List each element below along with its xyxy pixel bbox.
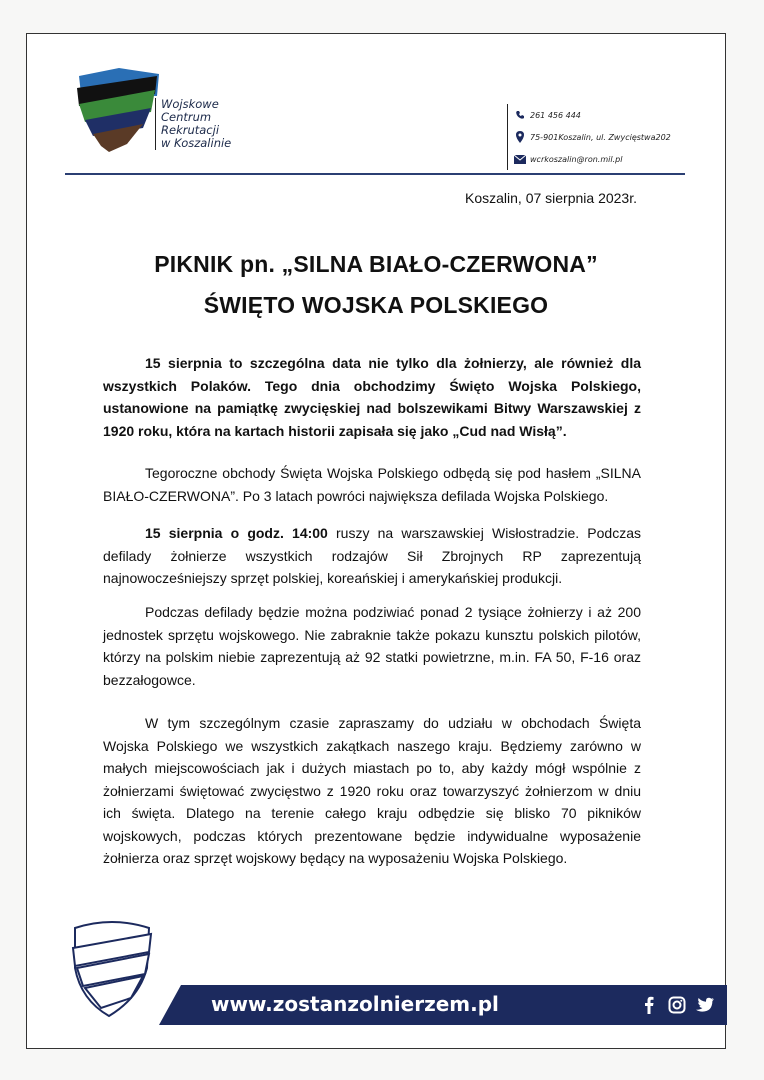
org-line: w Koszalinie [161, 136, 232, 150]
org-line: Wojskowe [161, 97, 219, 111]
envelope-icon [514, 153, 526, 165]
address-text: 75-901Koszalin, ul. Zwycięstwa202 [530, 132, 671, 142]
paragraph-2: Tegoroczne obchody Święta Wojska Polskiego odbędą się pod hasłem „SILNA BIAŁO-CZERWONA”. Po 3 latach powróci największa defilada Wojska Polskiego. [103, 465, 641, 504]
social-icons [639, 994, 715, 1016]
twitter-icon[interactable] [695, 994, 715, 1016]
document-page [26, 33, 726, 1049]
facebook-icon[interactable] [639, 994, 659, 1016]
paragraph-5: W tym szczególnym czasie zapraszamy do udziału w obchodach Święta Wojska Polskiego we wszystkich zakątkach naszego kraju. Będziemy zarówno w małych miejscowościach jak i dużych miastach po to, aby każdy mógł wspólnie z żołnierzami świętować zwycięstwo z 1920 roku oraz towarzyszyć żołnierzom w dniu ich święta. Dlatego na terenie całego kraju odbędzie się blisko 70 pikników wojskowych, podczas których prezentowane będzie indywidualne wyposażenie żołnierza oraz sprzęt wojskowy będący na wyposażeniu Wojska Polskiego. [103, 715, 641, 866]
footer-shield-icon [69, 918, 155, 1018]
paragraph-4: Podczas defilady będzie można podziwiać ponad 2 tysiące żołnierzy i aż 200 jednostek sprzętu wojskowego. Nie zabraknie także pokazu kunsztu polskich pilotów, którzy na polskim niebie zaprezentują aż 92 statki powietrzne, m.in. FA 50, F-16 oraz bezzałogowce. [103, 604, 641, 688]
footer-website-link[interactable]: www.zostanzolnierzem.pl [211, 992, 499, 1016]
paragraph-3-bold: 15 sierpnia o godz. 14:00 [145, 525, 328, 541]
contact-address [514, 126, 671, 148]
org-line: Rekrutacji [161, 123, 220, 137]
paragraph-3 [103, 522, 641, 590]
contact-phone [514, 104, 671, 126]
instagram-icon[interactable] [667, 994, 687, 1016]
paragraph-3-rest: ruszy na warszawskiej Wisłostradzie. Podczas defilady żołnierze wszystkich rodzajów Sił Zbrojnych RP zaprezentują najnowocześniejszy sprzęt polskiej, koreańskiej i amerykańskiej produkcji. [103, 525, 641, 586]
title-line-2: ŚWIĘTO WOJSKA POLSKIEGO [203, 292, 549, 318]
header-divider [65, 173, 685, 175]
wcr-logo-shield-icon [71, 66, 161, 156]
title-line-1: PIKNIK pn. „SILNA BIAŁO-CZERWONA” [154, 251, 598, 277]
location-pin-icon [514, 131, 526, 143]
organization-name [155, 98, 231, 150]
footer-bar [181, 985, 727, 1025]
document-date: Koszalin, 07 sierpnia 2023r. [465, 190, 637, 206]
email-text: wcrkoszalin@ron.mil.pl [530, 154, 623, 164]
intro-paragraph: 15 sierpnia to szczególna data nie tylko dla żołnierzy, ale również dla wszystkich Polaków. Tego dnia obchodzimy Święto Wojska Polskiego, ustanowione na pamiątkę zwycięskiej nad bolszewikami Bitwy Warszawskiej z 1920 roku, która na kartach historii zapisała się jako „Cud nad Wisłą”. [103, 355, 641, 439]
phone-icon [514, 109, 526, 121]
contact-email [514, 148, 671, 170]
contact-info [507, 104, 671, 170]
phone-number: 261 456 444 [530, 110, 581, 120]
org-line: Centrum [161, 110, 212, 124]
